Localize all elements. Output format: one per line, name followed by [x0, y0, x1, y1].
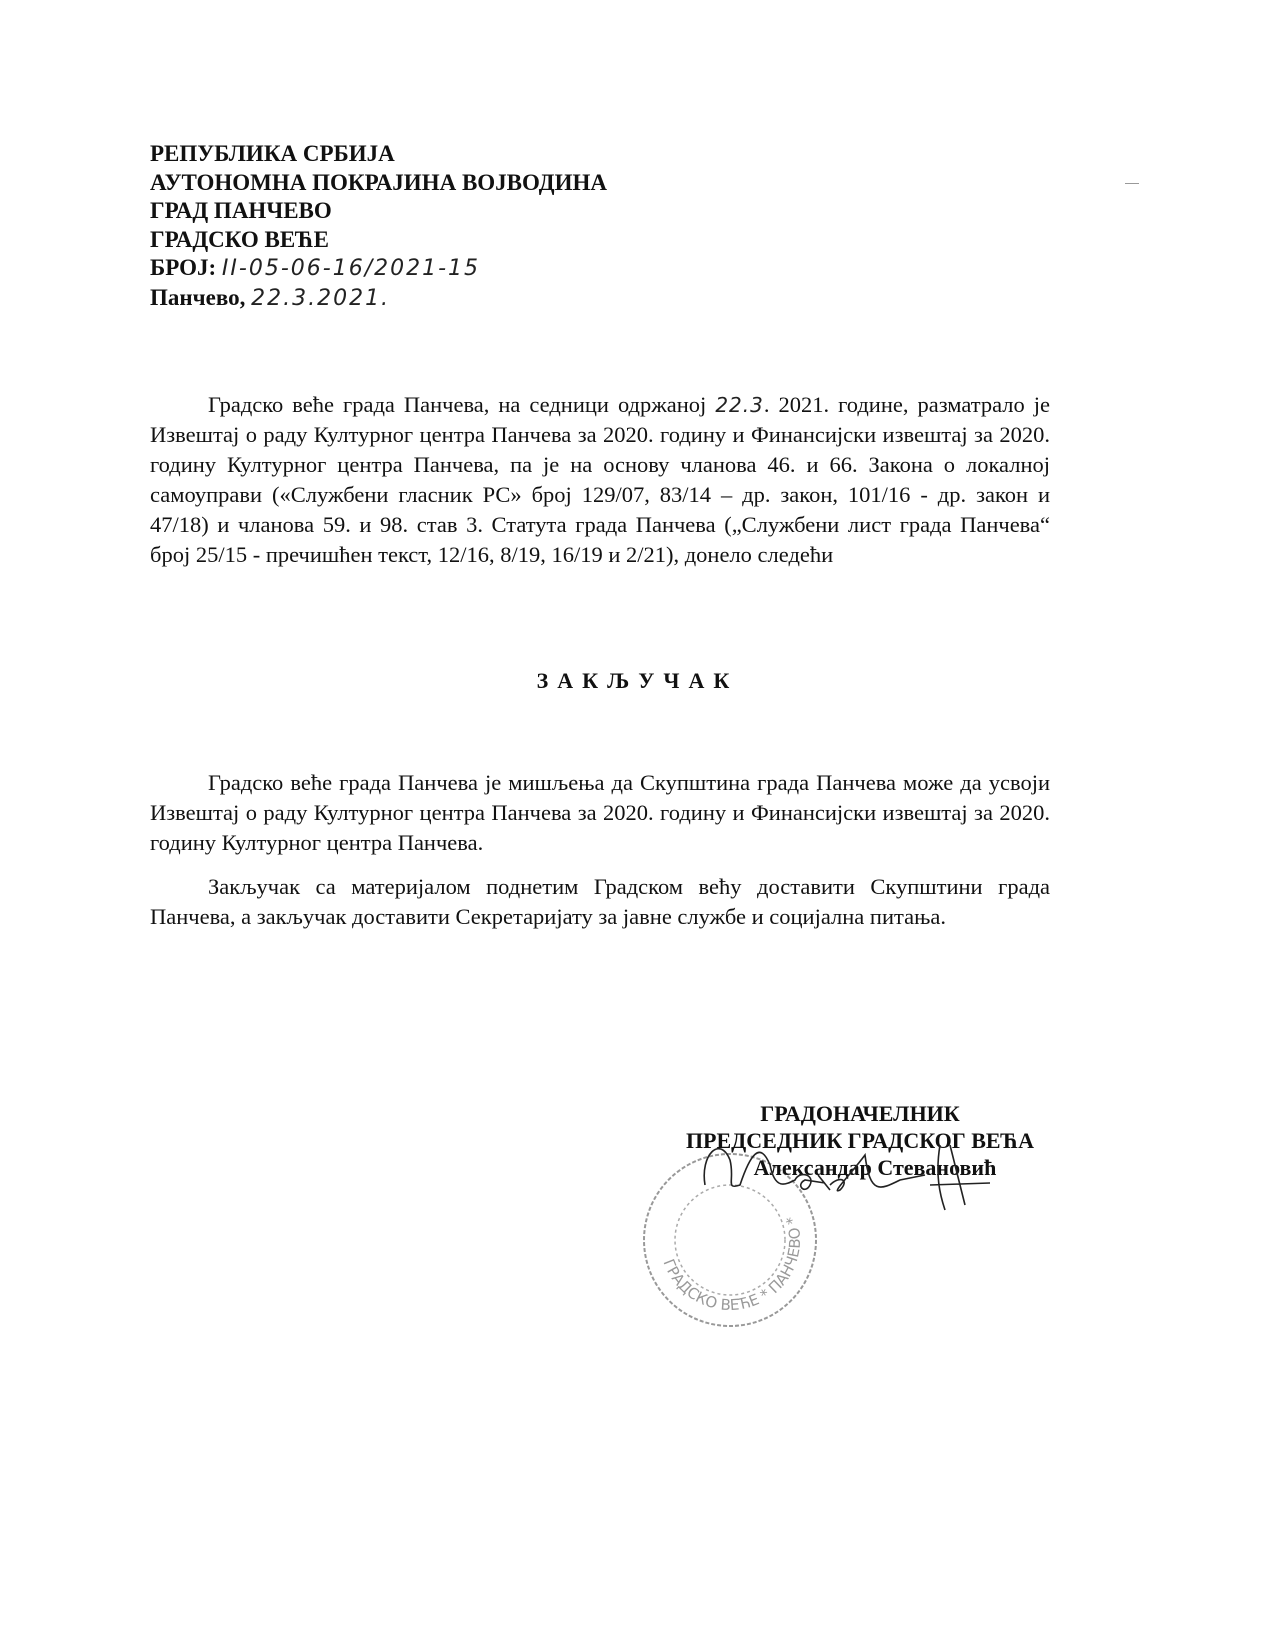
signature-title-president: ПРЕДСЕДНИК ГРАДСКОГ ВЕЋА	[685, 1128, 1035, 1153]
signatory-name: Александар Стевановић	[753, 1155, 997, 1180]
header-council: ГРАДСКО ВЕЋЕ	[150, 226, 329, 252]
signature-title-mayor: ГРАДОНАЧЕЛНИК	[760, 1101, 960, 1126]
header-country: РЕПУБЛИКА СРБИЈА	[150, 141, 395, 166]
header-number: БРОЈ: II-05-06-16/2021-15	[150, 255, 481, 281]
header-place-date: Панчево, 22.3.2021.	[150, 284, 391, 311]
svg-text:ГРАДСКО ВЕЋЕ * ПАНЧЕВО *: ГРАДСКО ВЕЋЕ * ПАНЧЕВО *	[659, 1213, 805, 1315]
handwritten-date: 22.3.2021.	[251, 285, 391, 311]
preamble-paragraph: Градско веће града Панчева, на седници одржаној 22.3. 2021. године, разматрало је Извештај о раду Културног центра Панчева за 2020. годину и Финансијски извештај за 2020. годину Културног центра Панчева, па је на основу чланова 46. и 66. Закона о локалној самоуправи («Службени гласник РС» број 129/07, 83/14 – др. закон, 101/16 - др. закон и 47/18) и чланова 59. и 98. став 3. Статута града Панчева („Службени лист града Панчева“ број 25/15 - пречишћен текст, 12/16, 8/19, 16/19 и 2/21), донело следећи	[150, 392, 1051, 567]
header-province: АУТОНОМНА ПОКРАЈИНА ВОЈВОДИНА	[150, 169, 607, 195]
conclusion-paragraph-2: Закључак са материјалом поднетим Градском већу доставити Скупштини града Панчева, а закључак доставити Секретаријату за јавне службе и социјална питања.	[150, 874, 1050, 929]
document-header	[150, 140, 607, 313]
document-title: ЗАКЉУЧАК	[536, 668, 739, 693]
scan-mark	[1125, 183, 1139, 184]
header-city: ГРАД ПАНЧЕВО	[150, 198, 332, 223]
handwritten-number: II-05-06-16/2021-15	[221, 256, 481, 281]
conclusion-paragraph-1: Градско веће града Панчева је мишљења да Скупштина града Панчева може да усвоји Извештај о раду Културног центра Панчева за 2020. годину и Финансијски извештај за 2020. годину Културног центра Панчева.	[150, 770, 1050, 855]
handwritten-session-date: 22.3	[715, 393, 764, 417]
handwritten-signature	[700, 1135, 1020, 1215]
